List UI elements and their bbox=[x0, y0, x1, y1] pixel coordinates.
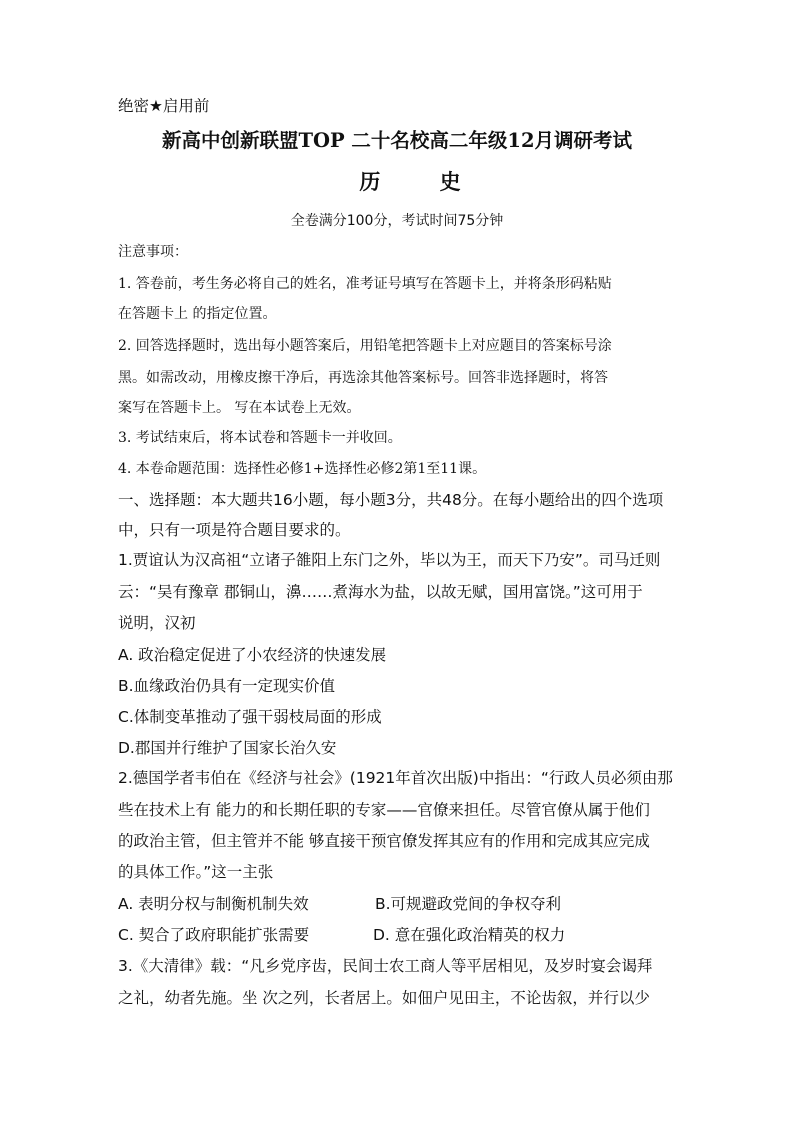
question-1-option-b[interactable]: B.血缘政治仍具有一定现实价值 bbox=[118, 677, 336, 695]
question-2-option-d[interactable]: D. 意在强化政治精英的权力 bbox=[373, 926, 566, 944]
question-2-stem: 些在技术上有 能力的和长期任职的专家——官僚来担任。尽管官僚从属于他们 bbox=[118, 801, 650, 819]
note-line: 案写在答题卡上。 写在本试卷上无效。 bbox=[118, 400, 361, 416]
question-1-stem: 1.贾谊认为汉高祖“立诸子雒阳上东门之外，毕以为王，而天下乃安”。司马迁则 bbox=[118, 551, 661, 569]
question-3-stem: 之礼，幼者先施。坐 次之列，长者居上。如佃户见田主，不论齿叙，并行以少 bbox=[118, 989, 650, 1007]
note-line: 1. 答卷前，考生务必将自己的姓名，准考证号填写在答题卡上，并将条形码粘贴 bbox=[118, 276, 612, 292]
note-line: 4. 本卷命题范围：选择性必修1+选择性必修2第1至11课。 bbox=[118, 461, 487, 477]
note-line: 在答题卡上 的指定位置。 bbox=[118, 306, 277, 322]
question-2-option-c[interactable]: C. 契合了政府职能扩张需要 bbox=[118, 926, 310, 944]
exam-info: 全卷满分100分，考试时间75分钟 bbox=[290, 213, 504, 229]
note-line: 3. 考试结束后，将本试卷和答题卡一并收回。 bbox=[118, 430, 402, 446]
question-1-option-d[interactable]: D.郡国并行维护了国家长治久安 bbox=[118, 739, 337, 757]
section-heading: 一、选择题：本大题共16小题，每小题3分，共48分。在每小题给出的四个选项 bbox=[118, 491, 664, 509]
question-2-option-a[interactable]: A. 表明分权与制衡机制失效 bbox=[118, 895, 309, 913]
question-1-stem: 说明，汉初 bbox=[118, 614, 196, 632]
note-line: 黑。如需改动，用橡皮擦干净后，再选涂其他答案标号。回答非选择题时，将答 bbox=[118, 370, 608, 386]
subject-title: 历 史 bbox=[359, 169, 487, 194]
section-heading-cont: 中，只有一项是符合题目要求的。 bbox=[118, 521, 351, 539]
question-1-stem: 云：“吴有豫章 郡铜山，濞……煮海水为盐，以故无赋，国用富饶。”这可用于 bbox=[118, 583, 643, 601]
question-2-stem: 的具体工作。”这一主张 bbox=[118, 863, 274, 881]
exam-title: 新高中创新联盟TOP 二十名校高二年级12月调研考试 bbox=[161, 129, 633, 152]
question-3-stem: 3.《大清律》载：“凡乡党序齿，民间士农工商人等平居相见，及岁时宴会谒拜 bbox=[118, 957, 653, 975]
question-2-stem: 的政治主管，但主管并不能 够直接干预官僚发挥其应有的作用和完成其应完成 bbox=[118, 832, 650, 850]
question-1-option-a[interactable]: A. 政治稳定促进了小农经济的快速发展 bbox=[118, 646, 387, 664]
question-2-options-row-1 bbox=[118, 894, 678, 914]
note-line: 2. 回答选择题时，选出每小题答案后，用铅笔把答题卡上对应题目的答案标号涂 bbox=[118, 338, 612, 354]
question-2-option-b[interactable]: B.可规避政党间的争权夺利 bbox=[375, 895, 562, 913]
notes-heading: 注意事项： bbox=[118, 244, 188, 260]
question-2-stem: 2.德国学者韦伯在《经济与社会》(1921年首次出版)中指出：“行政人员必须由那 bbox=[118, 769, 673, 787]
question-1-option-c[interactable]: C.体制变革推动了强干弱枝局面的形成 bbox=[118, 708, 382, 726]
question-2-options-row-2 bbox=[118, 925, 678, 945]
confidential-label: 绝密★启用前 bbox=[118, 97, 210, 115]
